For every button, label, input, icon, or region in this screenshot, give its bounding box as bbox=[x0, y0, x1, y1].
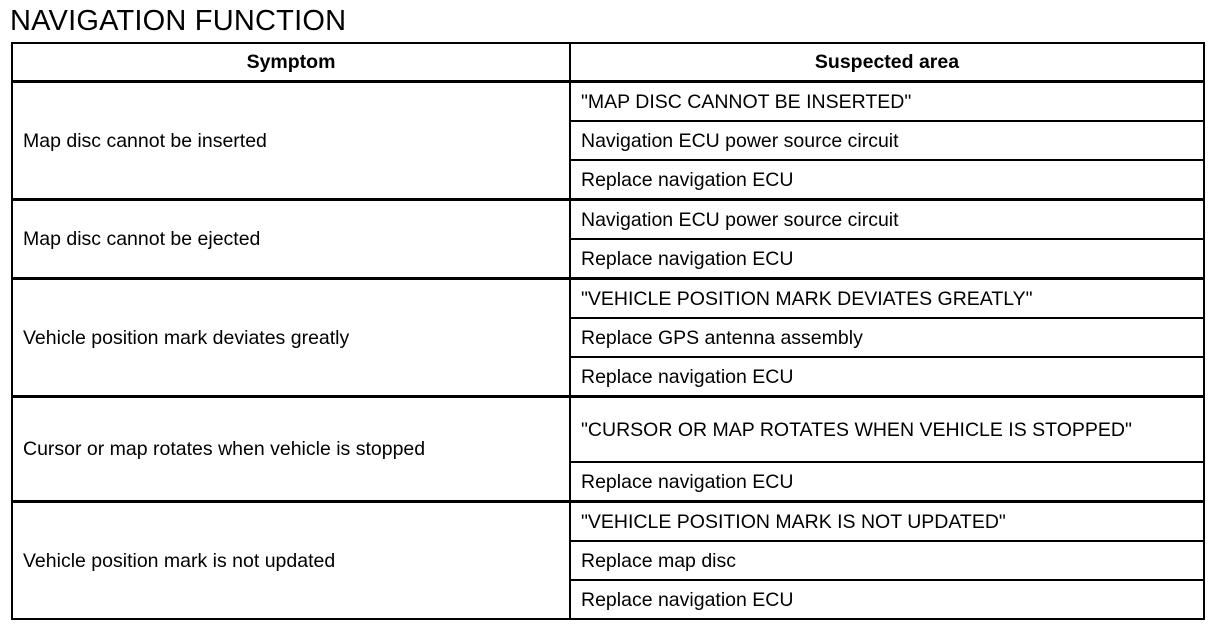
suspected-area-cell: Replace navigation ECU bbox=[570, 580, 1204, 619]
table-row bbox=[12, 82, 1204, 122]
table-row bbox=[12, 279, 1204, 319]
suspected-area-column-header: Suspected area bbox=[570, 43, 1204, 82]
page-title: NAVIGATION FUNCTION bbox=[10, 5, 347, 37]
symptom-cell: Map disc cannot be inserted bbox=[12, 82, 570, 200]
symptom-cell: Vehicle position mark deviates greatly bbox=[12, 279, 570, 397]
table-row bbox=[12, 200, 1204, 240]
table-row bbox=[12, 397, 1204, 463]
suspected-area-cell: Replace navigation ECU bbox=[570, 160, 1204, 200]
suspected-area-cell: Replace navigation ECU bbox=[570, 239, 1204, 279]
navigation-function-table bbox=[11, 42, 1205, 620]
suspected-area-cell: Replace navigation ECU bbox=[570, 357, 1204, 397]
suspected-area-cell: Navigation ECU power source circuit bbox=[570, 200, 1204, 240]
symptom-cell: Cursor or map rotates when vehicle is stopped bbox=[12, 397, 570, 502]
suspected-area-cell: Navigation ECU power source circuit bbox=[570, 121, 1204, 160]
suspected-area-cell: Replace navigation ECU bbox=[570, 462, 1204, 502]
suspected-area-cell: "MAP DISC CANNOT BE INSERTED" bbox=[570, 82, 1204, 122]
suspected-area-cell: Replace map disc bbox=[570, 541, 1204, 580]
symptom-cell: Map disc cannot be ejected bbox=[12, 200, 570, 279]
suspected-area-cell: "VEHICLE POSITION MARK DEVIATES GREATLY" bbox=[570, 279, 1204, 319]
suspected-area-cell: "CURSOR OR MAP ROTATES WHEN VEHICLE IS STOPPED" bbox=[570, 397, 1204, 463]
table-header-row bbox=[12, 43, 1204, 82]
symptom-column-header: Symptom bbox=[12, 43, 570, 82]
symptom-cell: Vehicle position mark is not updated bbox=[12, 502, 570, 620]
suspected-area-cell: Replace GPS antenna assembly bbox=[570, 318, 1204, 357]
suspected-area-cell: "VEHICLE POSITION MARK IS NOT UPDATED" bbox=[570, 502, 1204, 542]
table-row bbox=[12, 502, 1204, 542]
